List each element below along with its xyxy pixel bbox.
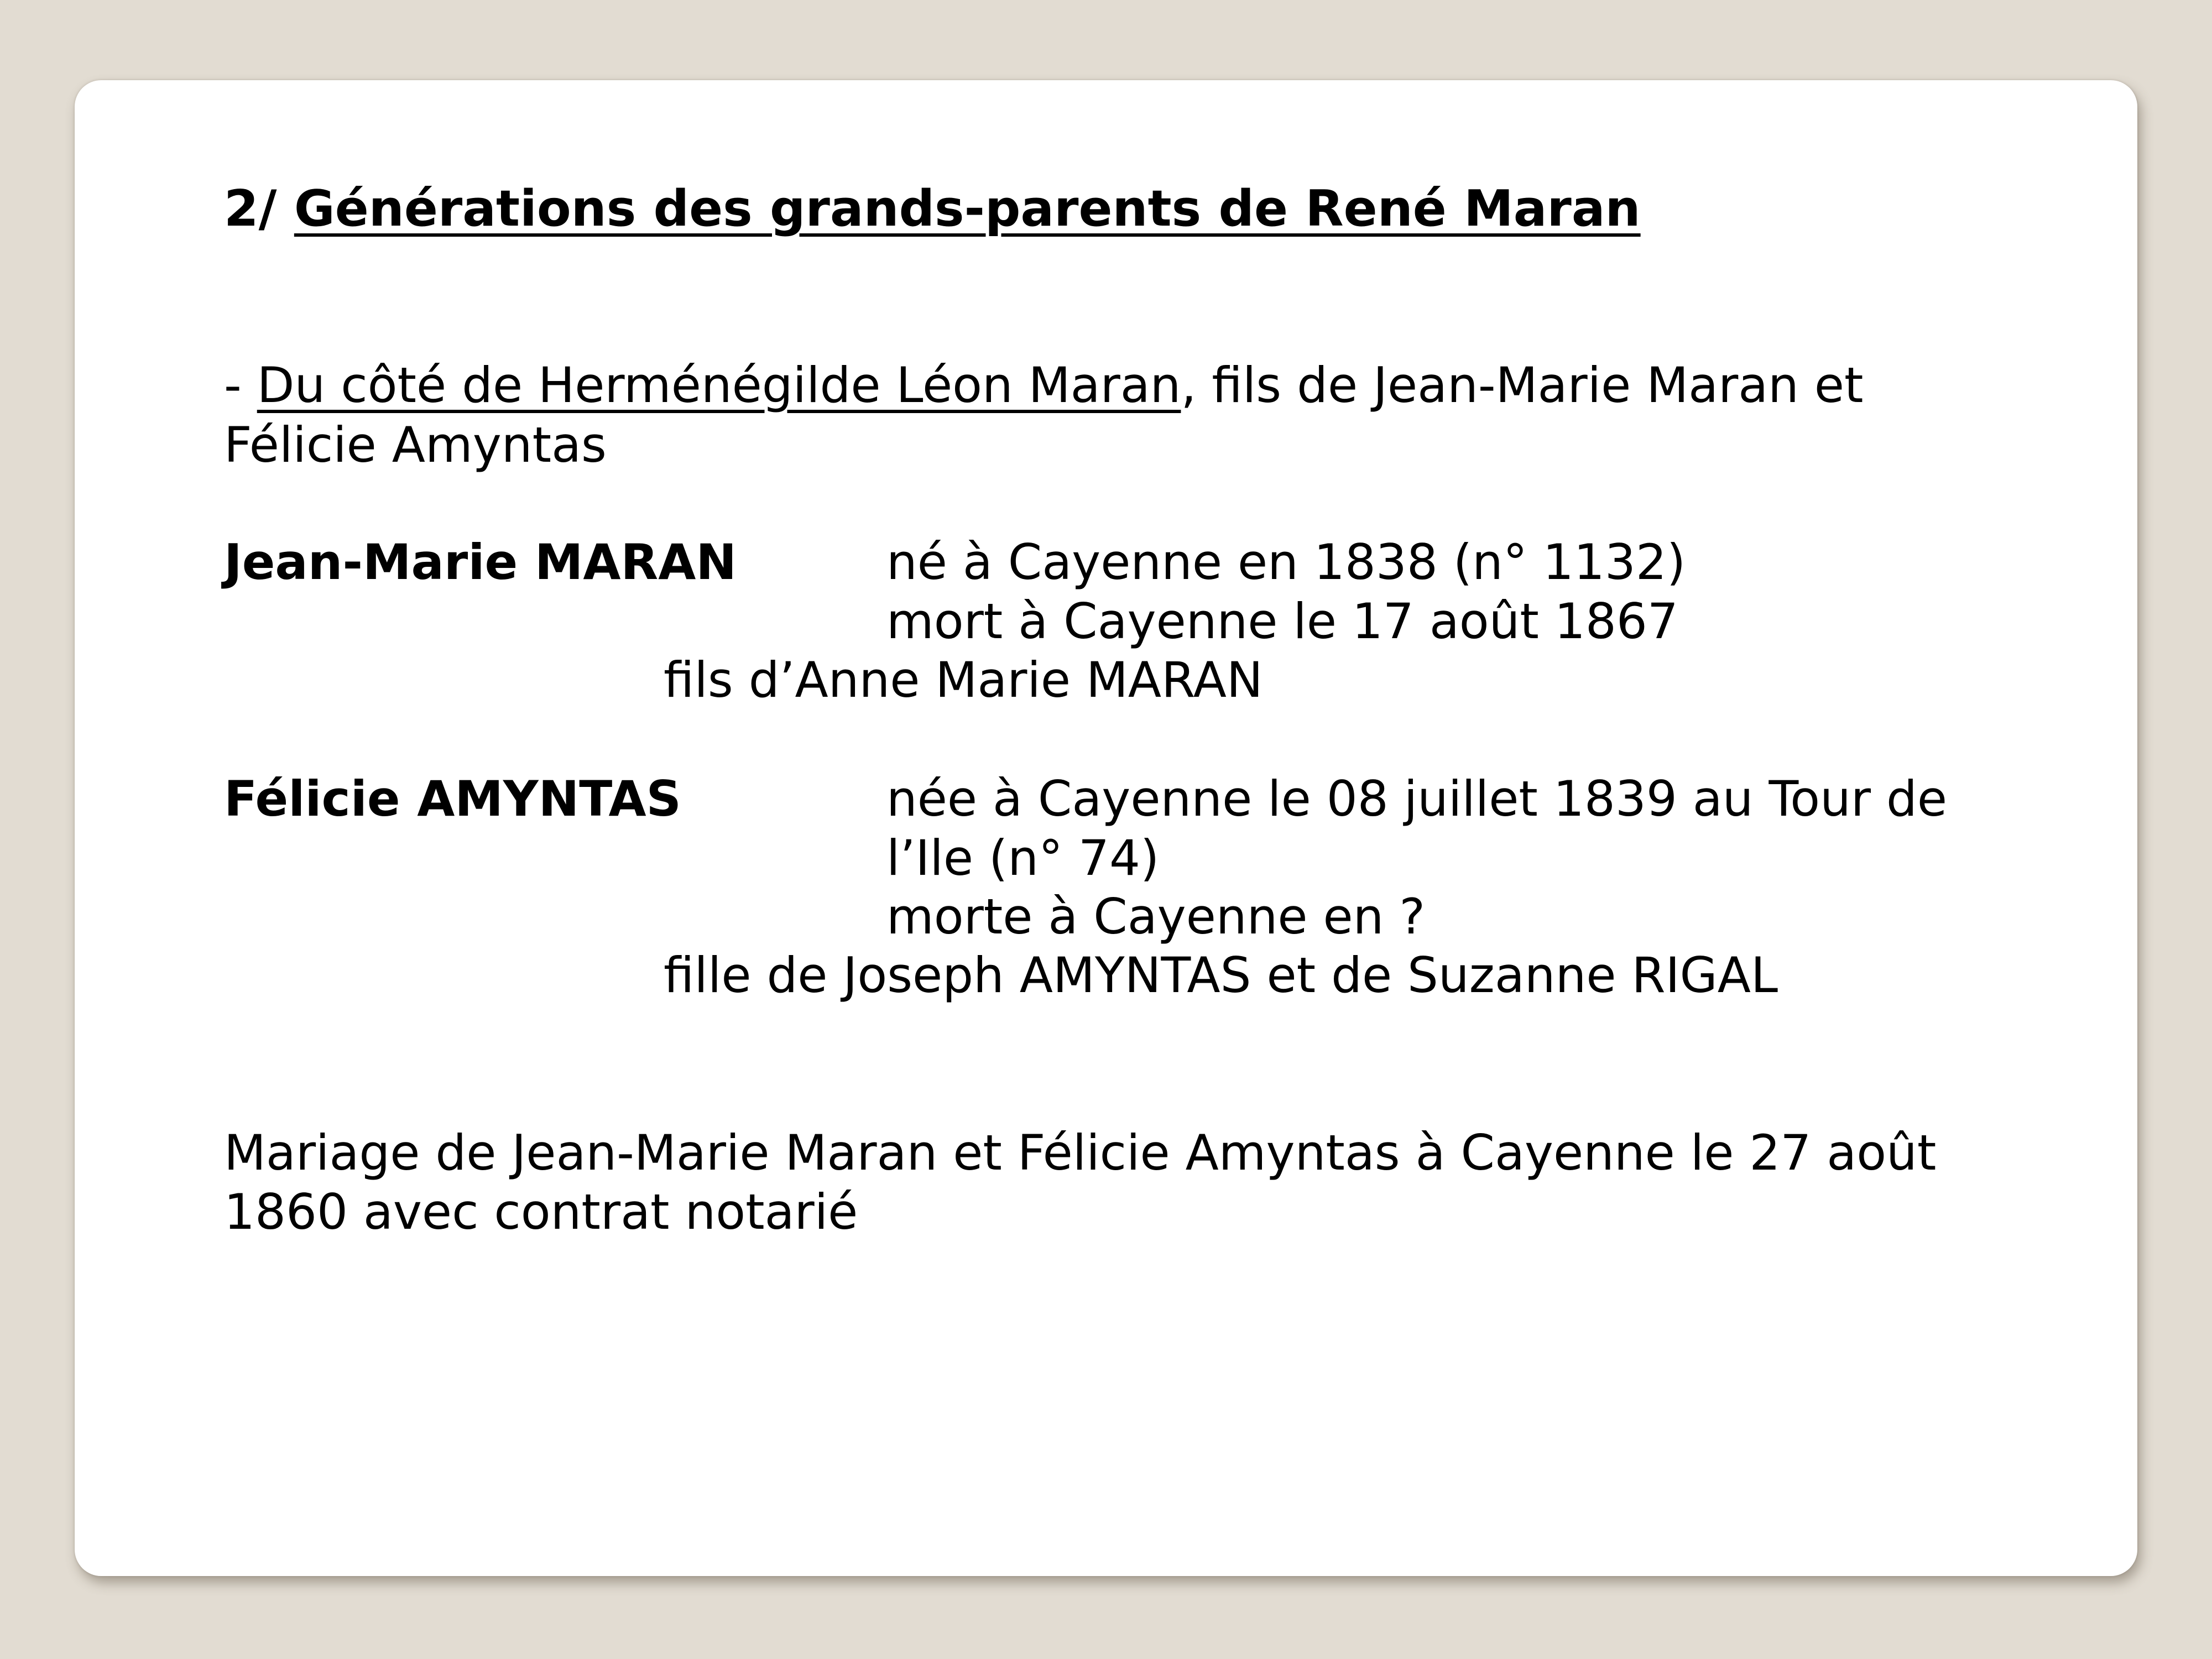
marriage-line: 1860 avec contrat notarié [224,1183,858,1240]
side-dash: - [224,357,257,414]
person-detail: mort à Cayenne le 17 août 1867 [886,593,1678,650]
person-name: Jean-Marie MARAN [224,534,737,591]
person-detail: né à Cayenne en 1838 (n° 1132) [886,534,1686,591]
side-rest: , fils de Jean-Marie Maran et [1181,357,1864,414]
person-parents: fils d’Anne Marie MARAN [664,651,1263,708]
side-heading [224,358,1864,413]
person-detail: l’Ile (n° 74) [886,830,1160,886]
person-name: Félicie AMYNTAS [224,770,681,827]
page-title [224,181,1641,237]
slide-card [75,80,2137,1576]
title-number: 2/ [224,180,294,238]
person-parents: fille de Joseph AMYNTAS et de Suzanne RIGAL [664,947,1778,1004]
title-text: Générations des grands-parents de René Maran [294,180,1641,238]
side-heading-line2: Félicie Amyntas [224,416,607,473]
marriage-line: Mariage de Jean-Marie Maran et Félicie Amyntas à Cayenne le 27 août [224,1124,1937,1181]
person-detail: née à Cayenne le 08 juillet 1839 au Tour de [886,770,1948,827]
person-detail: morte à Cayenne en ? [886,888,1426,945]
side-label: Du côté de Herménégilde Léon Maran [257,357,1181,414]
